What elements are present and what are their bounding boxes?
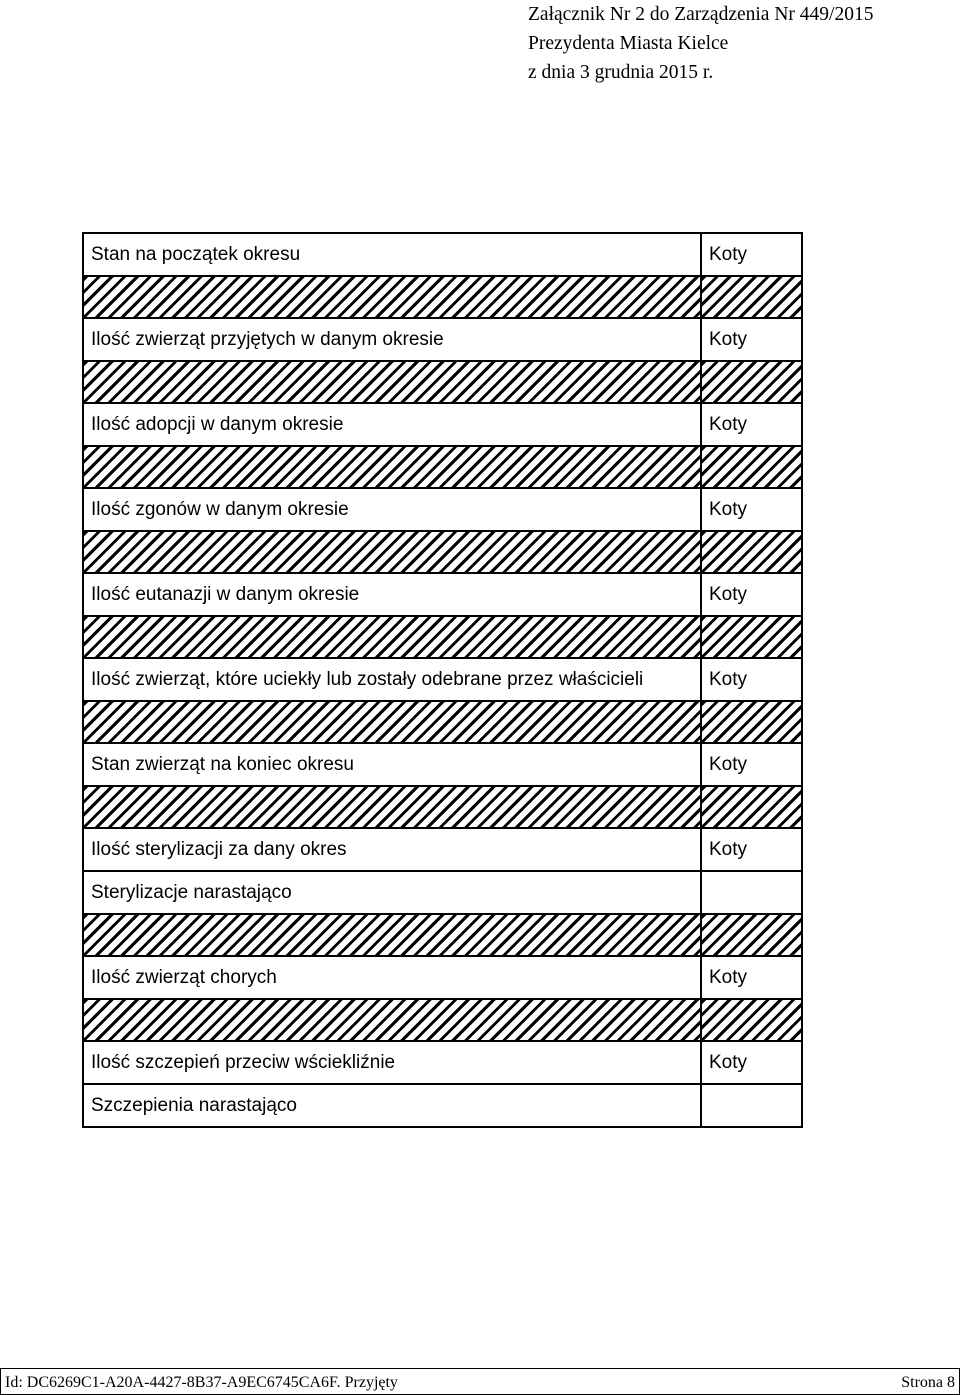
hatched-separator [83,914,802,956]
row-label: Stan na początek okresu [83,233,701,276]
row-unit: Koty [701,1041,802,1084]
table-row [83,403,802,446]
row-unit: Koty [701,403,802,446]
document-id: Id: DC6269C1-A20A-4427-8B37-A9EC6745CA6F. Przyjęty [5,1374,398,1391]
row-label: Ilość zgonów w danym okresie [83,488,701,531]
row-unit: Koty [701,488,802,531]
row-unit: Koty [701,573,802,616]
row-label: Stan zwierząt na koniec okresu [83,743,701,786]
row-unit: Koty [701,658,802,701]
row-label: Ilość sterylizacji za dany okres [83,828,701,871]
row-unit: Koty [701,318,802,361]
row-unit: Koty [701,828,802,871]
document-footer [0,1368,960,1395]
header-line-1: Załącznik Nr 2 do Zarządzenia Nr 449/2015 [528,4,874,25]
row-sub-label: Szczepienia narastająco [83,1084,701,1127]
report-table [82,232,803,1128]
row-unit: Koty [701,233,802,276]
table-row [83,1041,802,1084]
header-line-3: z dnia 3 grudnia 2015 r. [528,62,714,83]
row-unit: Koty [701,743,802,786]
hatched-separator [83,999,802,1041]
row-label: Ilość eutanazji w danym okresie [83,573,701,616]
row-sub-unit [701,871,802,914]
row-unit: Koty [701,956,802,999]
table-row [83,658,802,701]
row-sub-unit [701,1084,802,1127]
document-header [528,0,873,87]
row-label: Ilość szczepień przeciw wściekliźnie [83,1041,701,1084]
hatched-separator [83,361,802,403]
hatched-separator [83,446,802,488]
hatched-separator [83,786,802,828]
table-row-cumulative [83,1084,802,1127]
table-row [83,828,802,871]
row-sub-label: Sterylizacje narastająco [83,871,701,914]
table-row [83,743,802,786]
hatched-separator [83,701,802,743]
hatched-separator [83,531,802,573]
row-label: Ilość adopcji w danym okresie [83,403,701,446]
hatched-separator [83,276,802,318]
table-row [83,233,802,276]
page-number: Strona 8 [901,1374,955,1391]
table-row [83,488,802,531]
table-row [83,318,802,361]
table-row [83,573,802,616]
table-row [83,956,802,999]
header-line-2: Prezydenta Miasta Kielce [528,33,729,54]
row-label: Ilość zwierząt chorych [83,956,701,999]
hatched-separator [83,616,802,658]
table-row-cumulative [83,871,802,914]
row-label: Ilość zwierząt przyjętych w danym okresie [83,318,701,361]
row-label: Ilość zwierząt, które uciekły lub zostały odebrane przez właścicieli [83,658,701,701]
